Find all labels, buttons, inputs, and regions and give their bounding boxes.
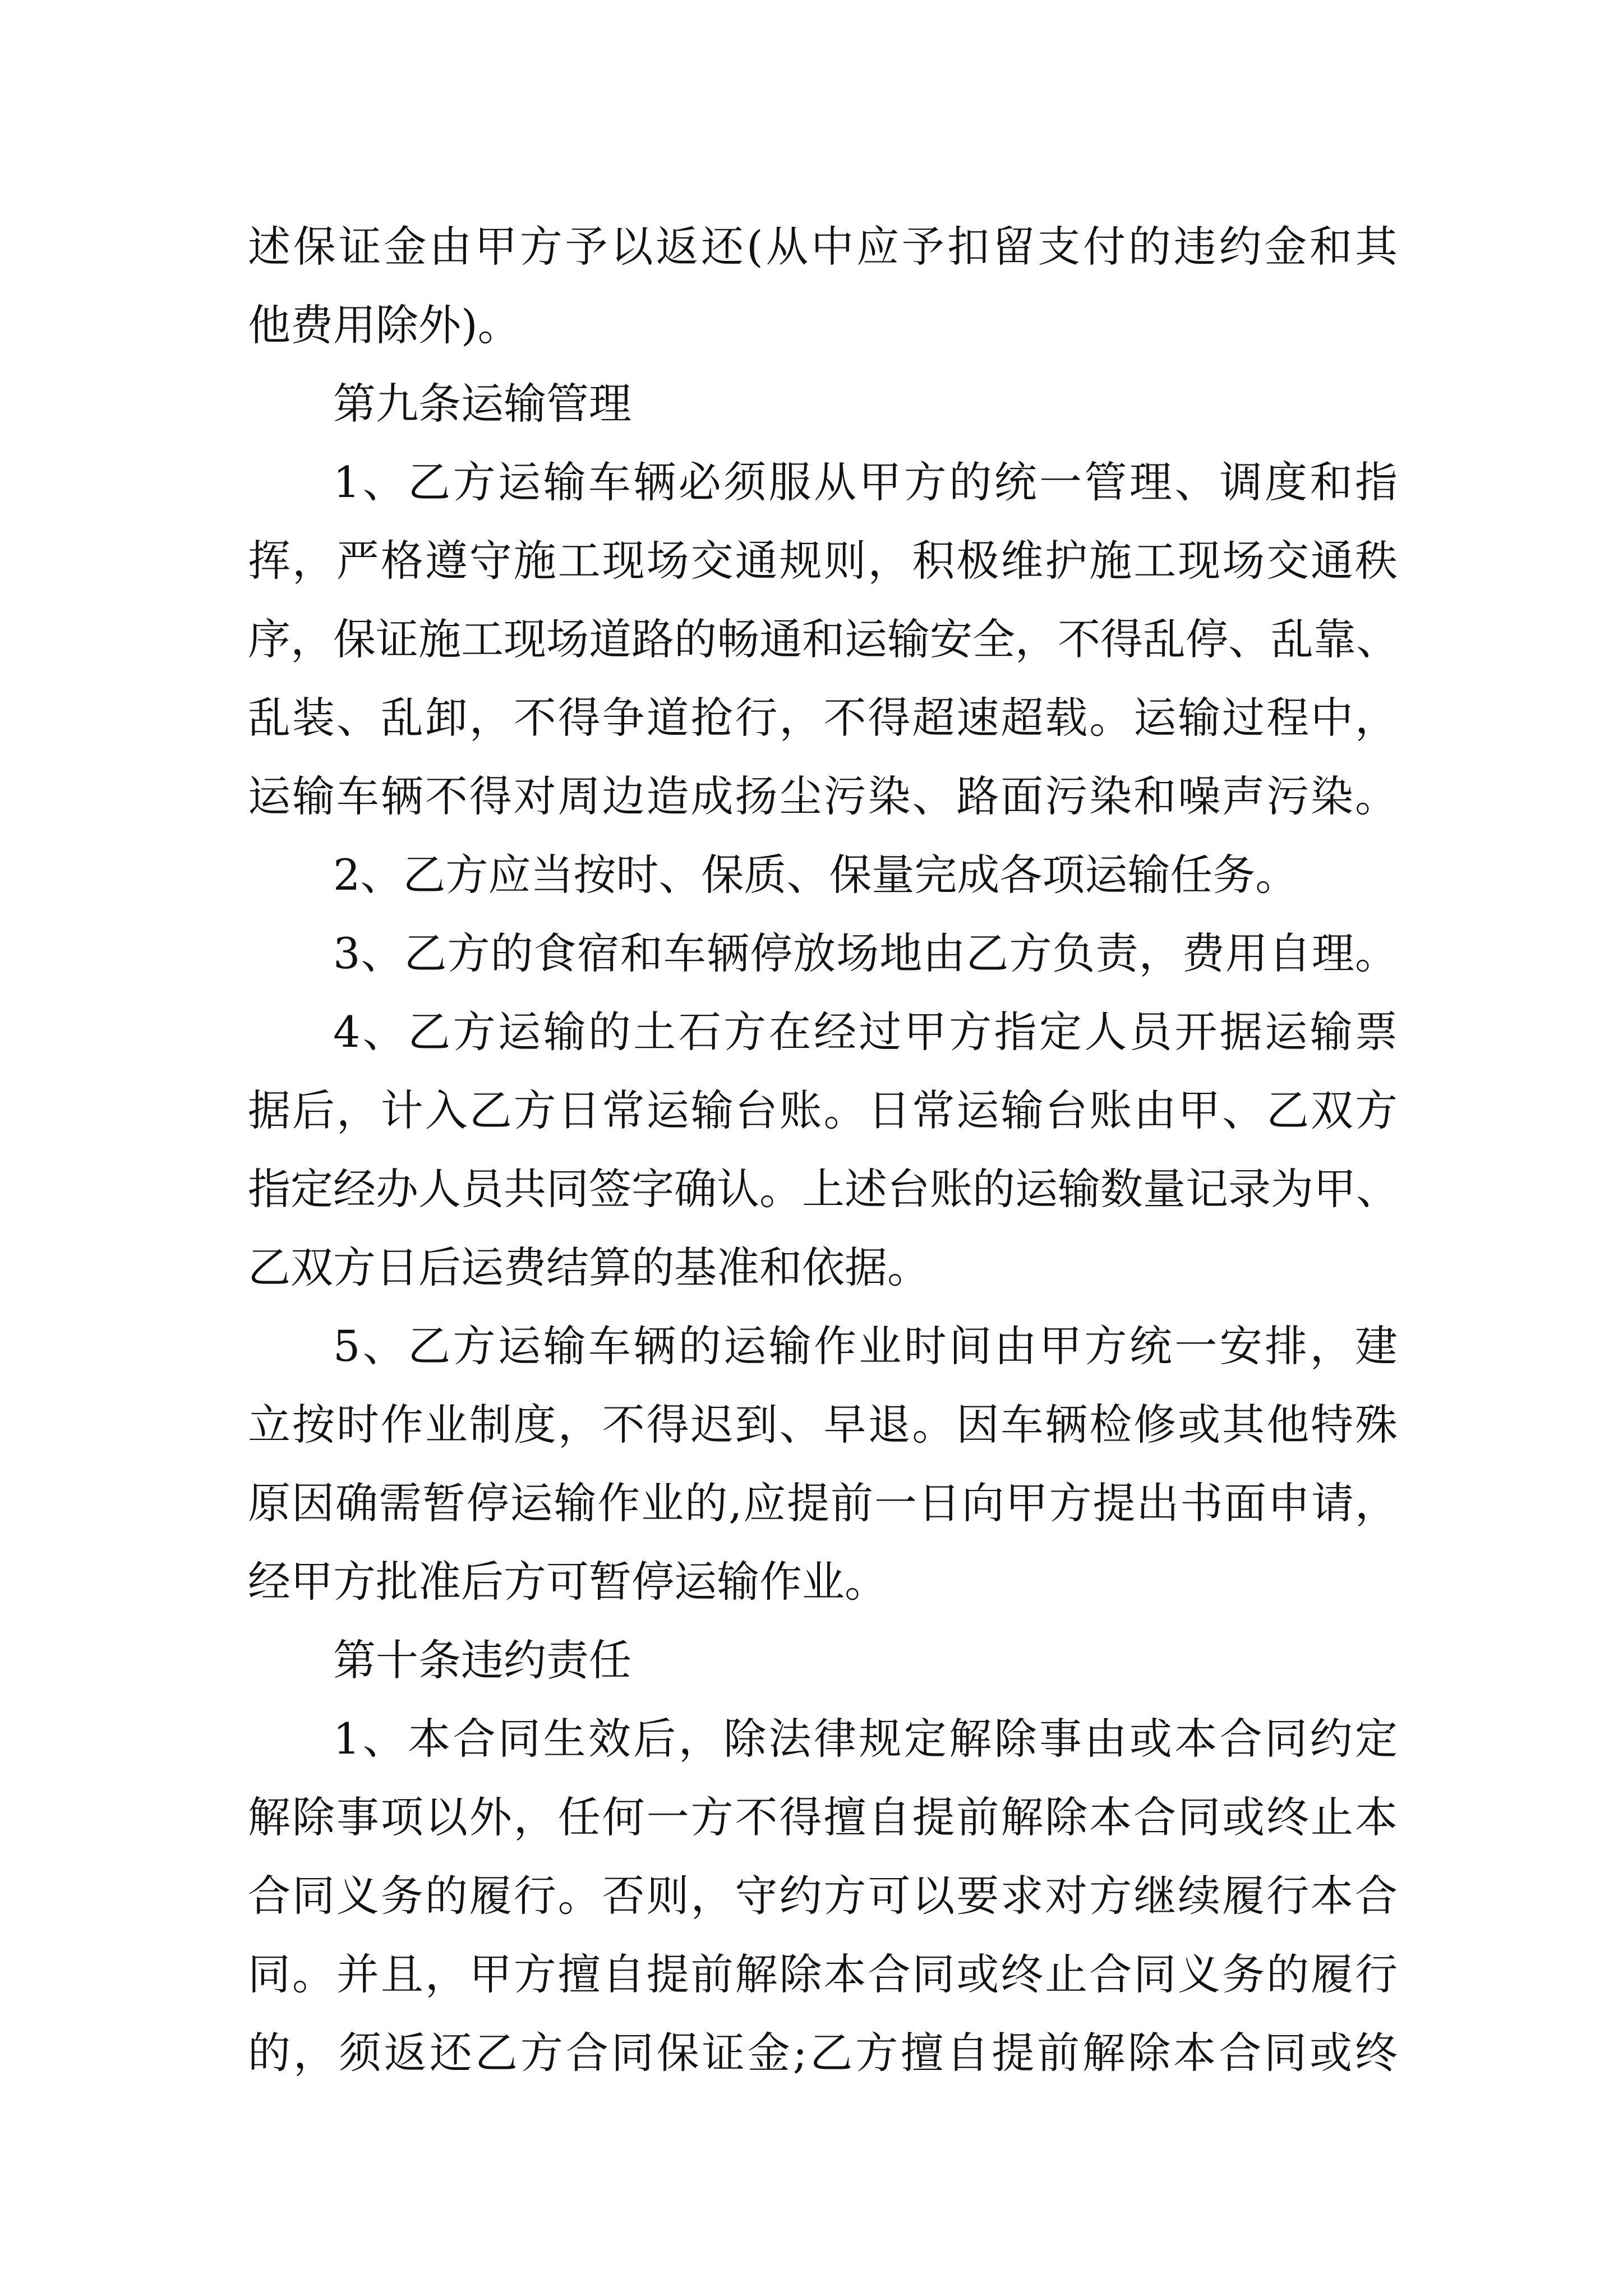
- text-line: 原因确需暂停运输作业的,应提前一日向甲方提出书面申请，: [248, 1478, 1398, 1528]
- text-line: 解除事项以外，任何一方不得擅自提前解除本合同或终止本: [248, 1792, 1398, 1842]
- text-line: 他费用除外)。: [248, 300, 520, 350]
- text-line: 乙双方日后运费结算的基准和依据。: [248, 1243, 930, 1292]
- text-line: 4、乙方运输的土石方在经过甲方指定人员开据运输票: [333, 1007, 1398, 1057]
- text-line: 挥，严格遵守施工现场交通规则，积极维护施工现场交通秩: [248, 536, 1398, 586]
- text-line: 第九条运输管理: [333, 379, 631, 429]
- document-body: [248, 208, 1398, 2092]
- text-line: 指定经办人员共同签字确认。上述台账的运输数量记录为甲、: [248, 1164, 1399, 1214]
- text-line: 经甲方批准后方可暂停运输作业。: [248, 1557, 887, 1607]
- text-line: 合同义务的履行。否则，守约方可以要求对方继续履行本合: [248, 1871, 1398, 1921]
- text-line: 5、乙方运输车辆的运输作业时间由甲方统一安排，建: [333, 1321, 1398, 1371]
- text-line: 运输车辆不得对周边造成扬尘污染、路面污染和噪声污染。: [248, 771, 1398, 821]
- text-line: 1、本合同生效后，除法律规定解除事由或本合同约定: [333, 1714, 1398, 1764]
- text-line: 3、乙方的食宿和车辆停放场地由乙方负责，费用自理。: [333, 928, 1398, 978]
- text-line: 1、乙方运输车辆必须服从甲方的统一管理、调度和指: [333, 457, 1398, 507]
- text-line: 立按时作业制度，不得迟到、早退。因车辆检修或其他特殊: [248, 1400, 1398, 1450]
- text-line: 序，保证施工现场道路的畅通和运输安全，不得乱停、乱靠、: [248, 614, 1399, 664]
- text-line: 乱装、乱卸，不得争道抢行，不得超速超载。运输过程中，: [248, 693, 1398, 743]
- text-line: 述保证金由甲方予以返还(从中应予扣留支付的违约金和其: [248, 222, 1398, 272]
- text-line: 2、乙方应当按时、保质、保量完成各项运输任务。: [333, 850, 1298, 900]
- text-line: 第十条违约责任: [333, 1635, 631, 1685]
- text-line: 据后，计入乙方日常运输台账。日常运输台账由甲、乙双方: [248, 1085, 1398, 1135]
- text-line: 的，须返还乙方合同保证金;乙方擅自提前解除本合同或终: [248, 2028, 1398, 2078]
- text-line: 同。并且，甲方擅自提前解除本合同或终止合同义务的履行: [248, 1949, 1398, 1999]
